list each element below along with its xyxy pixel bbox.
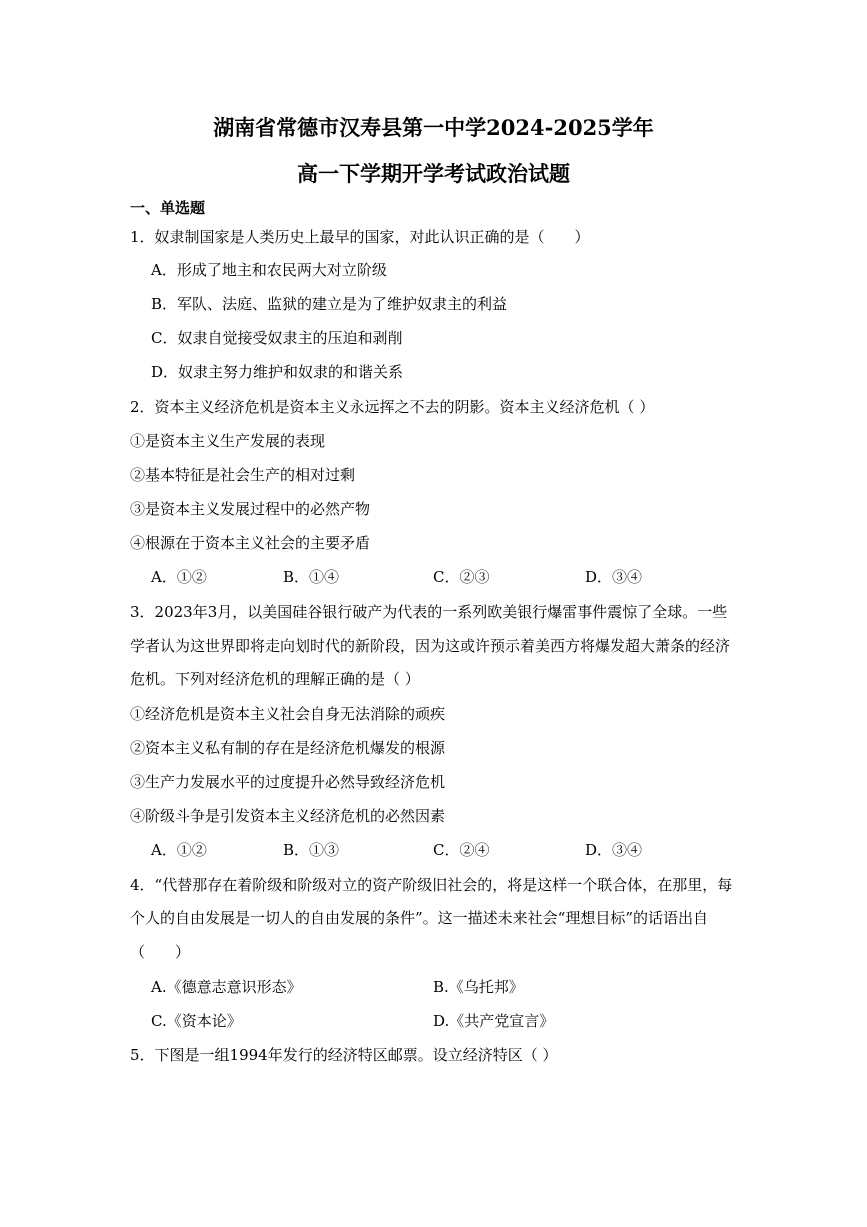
question-3-option-c: C．②④ [433,841,490,859]
question-4-option-c: C.《资本论》 [151,1012,242,1030]
question-1-option-b: B．军队、法庭、监狱的建立是为了维护奴隶主的利益 [151,295,508,313]
question-5-stem: 5．下图是一组1994年发行的经济特区邮票。设立经济特区（ ） [130,1046,558,1064]
section-heading: 一、单选题 [130,199,206,217]
title-line-1: 湖南省常德市汉寿县第一中学2024-2025学年 [213,115,654,140]
question-2-item-3: ③是资本主义发展过程中的必然产物 [130,500,371,518]
question-1-stem: 1．奴隶制国家是人类历史上最早的国家，对此认识正确的是（ ） [130,228,590,246]
question-2-option-d: D．③④ [585,568,643,586]
question-3-option-b: B．①③ [283,841,340,859]
question-3-item-3: ③生产力发展水平的过度提升必然导致经济危机 [130,773,446,791]
question-3-stem-line-1: 3．2023年3月，以美国硅谷银行破产为代表的一系列欧美银行爆雷事件震惊了全球。一些 [130,603,728,621]
title-line-2: 高一下学期开学考试政治试题 [297,161,570,186]
question-3-option-a: A．①② [151,841,207,859]
question-1-option-c: C．奴隶自觉接受奴隶主的压迫和剥削 [151,329,403,347]
question-3-stem-line-2: 学者认为这世界即将走向划时代的新阶段，因为这或许预示着美西方将爆发超大萧条的经济 [130,637,731,655]
question-3-item-4: ④阶级斗争是引发资本主义经济危机的必然因素 [130,807,446,825]
question-2-stem: 2．资本主义经济危机是资本主义永远挥之不去的阴影。资本主义经济危机（ ） [130,398,655,416]
question-4-option-a: A.《德意志意识形态》 [151,978,302,996]
question-4-stem-line-1: 4．“代替那存在着阶级和阶级对立的资产阶级旧社会的，将是这样一个联合体，在那里，每 [130,876,733,894]
question-4-option-b: B.《乌托邦》 [433,978,524,996]
question-4-stem-line-2: 个人的自由发展是一切人的自由发展的条件”。这一描述未来社会“理想目标”的话语出自 [130,909,709,927]
question-4-option-d: D.《共产党宣言》 [433,1012,555,1030]
question-3-item-2: ②资本主义私有制的存在是经济危机爆发的根源 [130,739,446,757]
question-2-item-4: ④根源在于资本主义社会的主要矛盾 [130,534,371,552]
question-2-item-1: ①是资本主义生产发展的表现 [130,432,326,450]
question-3-option-d: D．③④ [585,841,643,859]
question-1-option-d: D．奴隶主努力维护和奴隶的和谐关系 [151,363,404,381]
question-2-option-a: A．①② [151,568,207,586]
question-2-item-2: ②基本特征是社会生产的相对过剩 [130,466,356,484]
question-2-option-b: B．①④ [283,568,340,586]
question-2-option-c: C．②③ [433,568,490,586]
question-3-item-1: ①经济危机是资本主义社会自身无法消除的顽疾 [130,705,446,723]
question-4-stem-line-3: （ ） [130,943,191,961]
question-1-option-a: A．形成了地主和农民两大对立阶级 [151,261,387,279]
question-3-stem-line-3: 危机。下列对经济危机的理解正确的是（ ） [130,670,420,688]
